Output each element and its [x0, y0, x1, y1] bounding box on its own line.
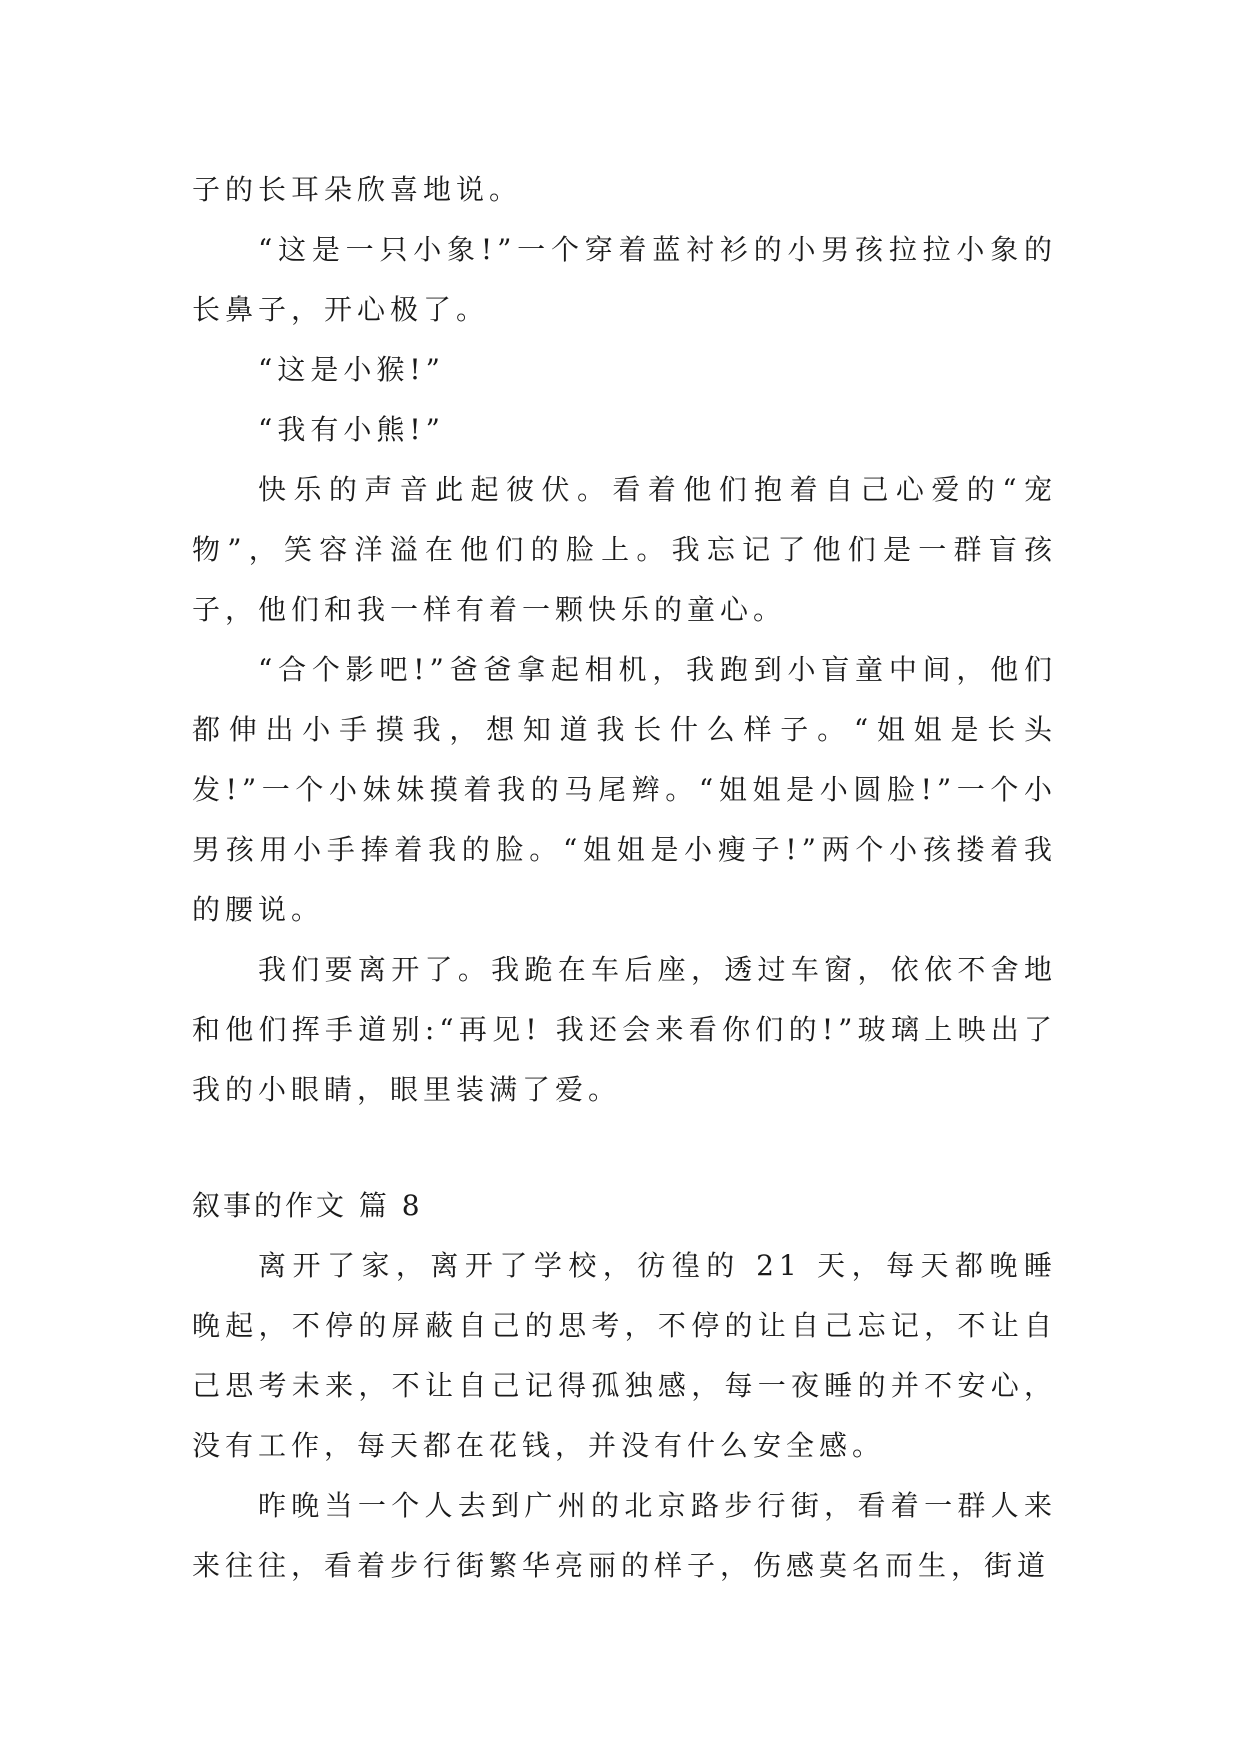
paragraph: 我们要离开了。我跪在车后座，透过车窗，依依不舍地和他们挥手道别:“再见! 我还会来看你们的!”玻璃上映出了我的小眼睛，眼里装满了爱。 — [192, 953, 1057, 1106]
paragraph: “这是小猴!” — [258, 353, 445, 386]
paragraph: 快乐的声音此起彼伏。看着他们抱着自己心爱的“宠物”，笑容洋溢在他们的脸上。我忘记了他们是一群盲孩子，他们和我一样有着一颗快乐的童心。 — [192, 473, 1057, 626]
paragraph: “这是一只小象!”一个穿着蓝衬衫的小男孩拉拉小象的长鼻子，开心极了。 — [192, 233, 1057, 326]
section-heading: 叙事的作文 篇 8 — [192, 1189, 423, 1222]
paragraph: “合个影吧!”爸爸拿起相机，我跑到小盲童中间，他们都伸出小手摸我，想知道我长什么样子。“姐姐是长头发!”一个小妹妹摸着我的马尾辫。“姐姐是小圆脸!”一个小男孩用小手捧着我的脸。“姐姐是小瘦子!”两个小孩搂着我的腰说。 — [192, 653, 1057, 926]
document-body — [192, 160, 1057, 1596]
paragraph: “我有小熊!” — [258, 413, 445, 446]
paragraph: 昨晚当一个人去到广州的北京路步行街，看着一群人来来往往，看着步行街繁华亮丽的样子，伤感莫名而生，街道 — [192, 1489, 1057, 1582]
paragraph: 离开了家，离开了学校，彷徨的 21 天，每天都晚睡晚起，不停的屏蔽自己的思考，不停的让自己忘记，不让自己思考未来，不让自己记得孤独感，每一夜睡的并不安心，没有工作，每天都在花钱，并没有什么安全感。 — [192, 1249, 1057, 1462]
paragraph: 子的长耳朵欣喜地说。 — [192, 173, 523, 206]
